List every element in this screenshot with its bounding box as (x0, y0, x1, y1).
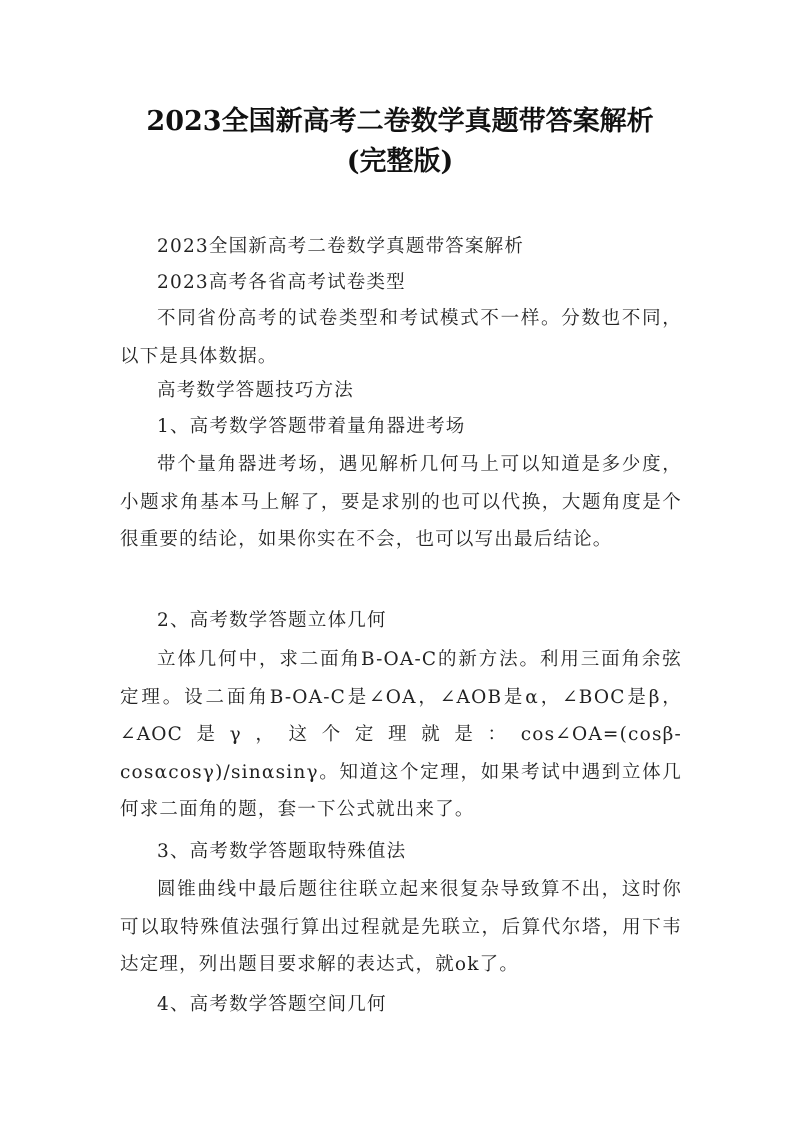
paragraph-tip4-heading: 4、高考数学答题空间几何 (157, 994, 387, 1015)
paragraph-tip3-heading: 3、高考数学答题取特殊值法 (157, 841, 407, 862)
paragraph-exam-types-heading: 2023高考各省高考试卷类型 (157, 272, 406, 293)
paragraph-tips-heading: 高考数学答题技巧方法 (157, 380, 355, 401)
paragraph-tip1-body: 带个量角器进考场，遇见解析几何马上可以知道是多少度，小题求角基本马上解了，要是求别的也可以代换，大题角度是个很重要的结论，如果你实在不会，也可以写出最后结论。 (120, 454, 682, 550)
paragraph-tip2-body: 立体几何中，求二面角B-OA-C的新方法。利用三面角余弦定理。设二面角B-OA-C是∠OA，∠AOB是α，∠BOC是β，∠AOC是γ，这个定理就是：cos∠OA=(cosβ-cosαcosγ)/sinαsinγ。知道这个定理，如果考试中遇到立体几何求二面角的题，套一下公式就出来了。 (120, 649, 682, 820)
paragraph-title-repeat: 2023全国新高考二卷数学真题带答案解析 (157, 236, 525, 257)
paragraph-exam-types-intro: 不同省份高考的试卷类型和考试模式不一样。分数也不同，以下是具体数据。 (120, 308, 682, 367)
document-subtitle: (完整版) (346, 146, 454, 177)
document-title: 2023全国新高考二卷数学真题带答案解析 (146, 106, 654, 137)
paragraph-tip2-heading: 2、高考数学答题立体几何 (157, 610, 387, 631)
paragraph-tip3-body: 圆锥曲线中最后题往往联立起来很复杂导致算不出，这时你可以取特殊值法强行算出过程就是先联立，后算代尔塔，用下韦达定理，列出题目要求解的表达式，就ok了。 (120, 879, 682, 975)
paragraph-tip1-heading: 1、高考数学答题带着量角器进考场 (157, 416, 466, 437)
